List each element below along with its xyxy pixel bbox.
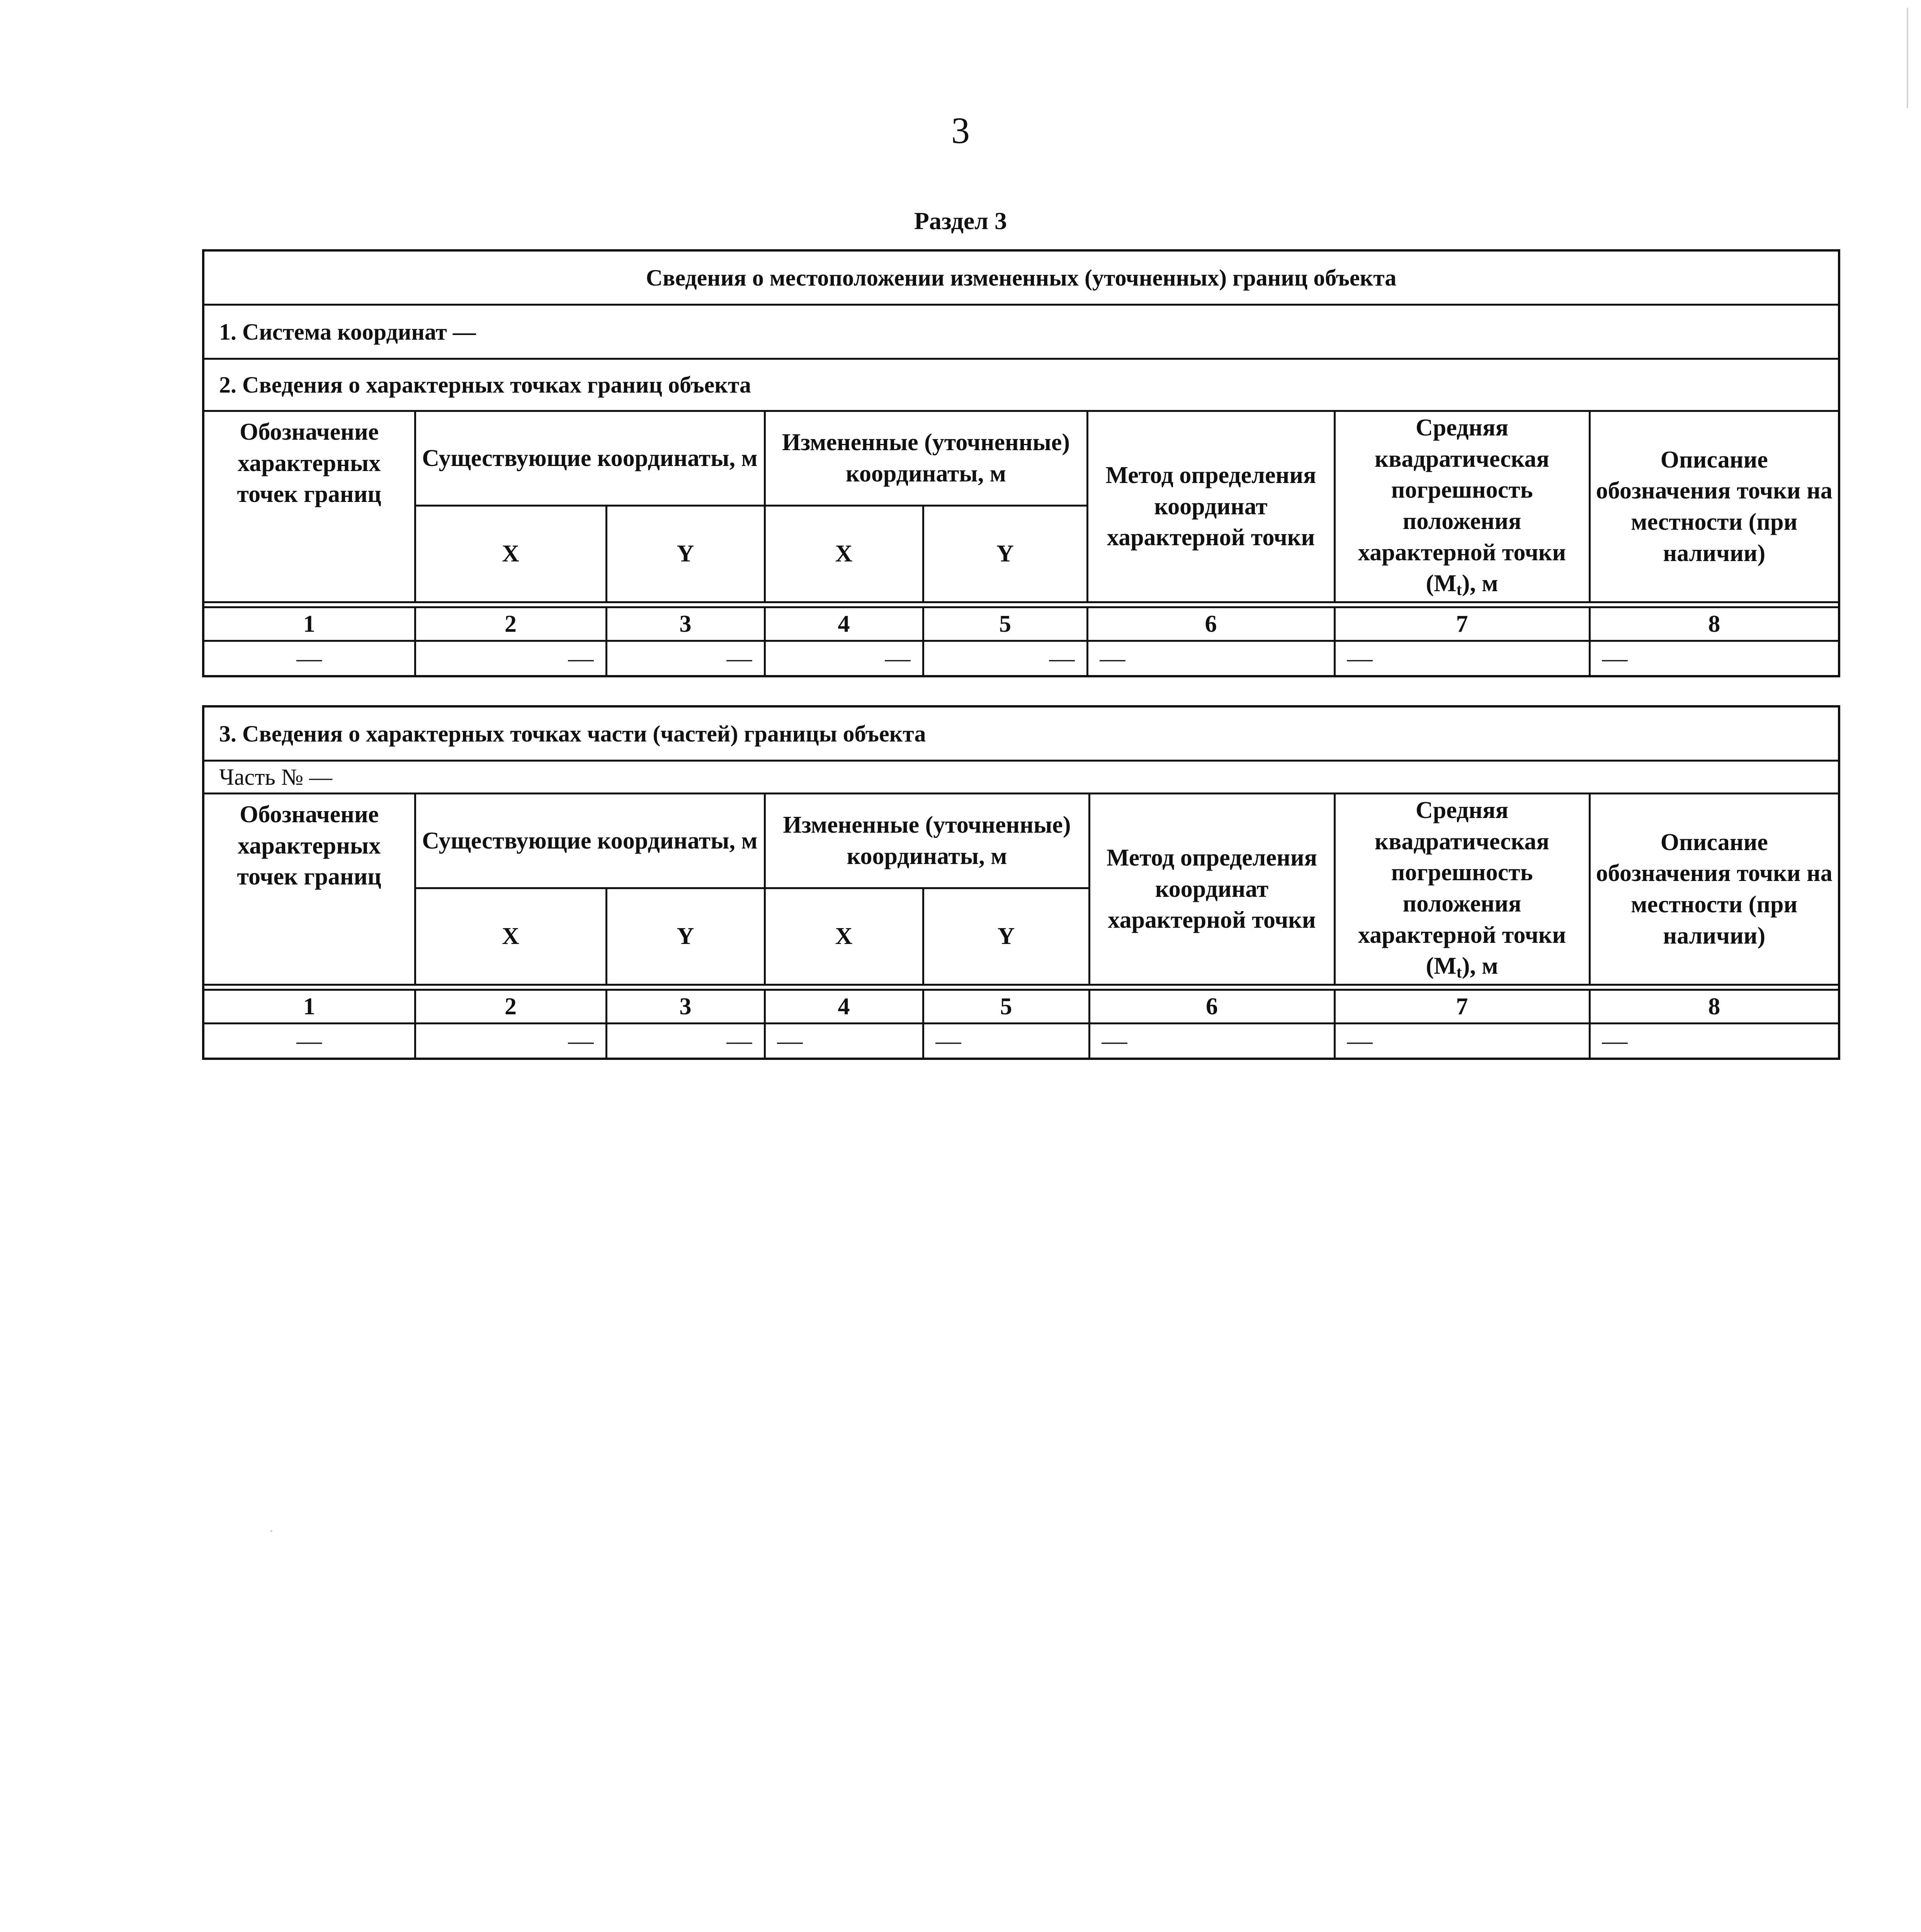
header-existing-y: Y <box>606 888 765 985</box>
empty-cell: — <box>204 641 415 675</box>
parts-points-table <box>204 794 1838 1058</box>
column-number: 5 <box>923 990 1089 1024</box>
empty-cell: — <box>923 641 1087 675</box>
header-changed-coordinates: Измененные (уточненные) координаты, м <box>765 794 1089 888</box>
header-separator <box>415 985 606 990</box>
header-existing-coordinates: Существующие координаты, м <box>415 794 765 888</box>
header-point-designation: Обозначение характерных точек границ <box>204 412 415 602</box>
points-heading: 2. Сведения о характерных точках границ объекта <box>204 360 1838 412</box>
part-number-line: Часть № — <box>204 762 1838 794</box>
column-number: 1 <box>204 607 415 641</box>
header-description: Описание обозначения точки на местности (при наличии) <box>1590 412 1838 602</box>
header-changed-coordinates: Измененные (уточненные) координаты, м <box>765 412 1087 506</box>
column-number-row <box>204 990 1838 1024</box>
header-changed-y: Y <box>923 506 1087 602</box>
column-number: 5 <box>923 607 1087 641</box>
section-title: Раздел 3 <box>914 207 1007 235</box>
empty-cell: — <box>1334 641 1590 675</box>
mse-subscript: t <box>1456 581 1462 599</box>
column-number: 1 <box>204 990 415 1024</box>
header-separator <box>1334 985 1590 990</box>
column-number: 7 <box>1334 990 1590 1024</box>
header-separator <box>765 985 923 990</box>
header-separator <box>1087 602 1334 607</box>
empty-cell: — <box>204 1024 415 1058</box>
header-separator <box>1590 602 1838 607</box>
mse-text: Средняя квадратическая погрешность положения характерной точки (M <box>1358 797 1566 980</box>
column-number-row <box>204 607 1838 641</box>
column-number: 6 <box>1089 990 1334 1024</box>
empty-cell: — <box>415 641 606 675</box>
header-separator <box>606 602 765 607</box>
table-title: Сведения о местоположении измененных (уточненных) границ объекта <box>204 252 1838 306</box>
points-table <box>204 412 1838 675</box>
column-number: 3 <box>606 990 765 1024</box>
page-number: 3 <box>951 110 970 151</box>
column-number: 2 <box>415 607 606 641</box>
empty-cell: — <box>606 1024 765 1058</box>
header-separator <box>1089 985 1334 990</box>
header-existing-x: X <box>415 506 606 602</box>
empty-cell: — <box>606 641 765 675</box>
column-number: 4 <box>765 607 923 641</box>
header-existing-x: X <box>415 888 606 985</box>
header-separator <box>606 985 765 990</box>
mse-unit: ), м <box>1462 953 1498 980</box>
header-separator <box>415 602 606 607</box>
scan-speck <box>270 1530 272 1532</box>
empty-cell: — <box>765 641 923 675</box>
mse-subscript: t <box>1456 964 1462 982</box>
header-changed-x: X <box>765 506 923 602</box>
empty-cell: — <box>1087 641 1334 675</box>
header-separator <box>204 602 415 607</box>
header-mean-square-error <box>1334 412 1590 602</box>
header-changed-x: X <box>765 888 923 985</box>
header-separator <box>1334 602 1590 607</box>
mse-unit: ), м <box>1462 570 1498 597</box>
coordinate-system-line: 1. Система координат — <box>204 306 1838 360</box>
table-row <box>204 1024 1838 1058</box>
column-number: 6 <box>1087 607 1334 641</box>
parts-heading: 3. Сведения о характерных точках части (частей) границы объекта <box>204 707 1838 762</box>
empty-cell: — <box>1089 1024 1334 1058</box>
column-number: 8 <box>1590 607 1838 641</box>
empty-cell: — <box>415 1024 606 1058</box>
header-existing-y: Y <box>606 506 765 602</box>
header-method: Метод определения координат характерной точки <box>1089 794 1334 985</box>
empty-cell: — <box>923 1024 1089 1058</box>
header-separator <box>204 985 415 990</box>
column-number: 3 <box>606 607 765 641</box>
column-number: 8 <box>1590 990 1838 1024</box>
empty-cell: — <box>1590 1024 1838 1058</box>
header-changed-y: Y <box>923 888 1089 985</box>
header-point-designation: Обозначение характерных точек границ <box>204 794 415 985</box>
header-description: Описание обозначения точки на местности (при наличии) <box>1590 794 1838 985</box>
column-number: 4 <box>765 990 923 1024</box>
scan-edge-mark <box>1907 8 1908 108</box>
header-separator <box>1590 985 1838 990</box>
header-mean-square-error <box>1334 794 1590 985</box>
boundary-location-table <box>202 249 1840 677</box>
header-separator <box>923 985 1089 990</box>
mse-text: Средняя квадратическая погрешность положения характерной точки (M <box>1358 415 1566 597</box>
empty-cell: — <box>1590 641 1838 675</box>
table-row <box>204 641 1838 675</box>
empty-cell: — <box>1334 1024 1590 1058</box>
header-separator <box>765 602 923 607</box>
boundary-parts-table <box>202 705 1840 1060</box>
header-existing-coordinates: Существующие координаты, м <box>415 412 765 506</box>
header-method: Метод определения координат характерной точки <box>1087 412 1334 602</box>
column-number: 2 <box>415 990 606 1024</box>
header-separator <box>923 602 1087 607</box>
empty-cell: — <box>765 1024 923 1058</box>
column-number: 7 <box>1334 607 1590 641</box>
